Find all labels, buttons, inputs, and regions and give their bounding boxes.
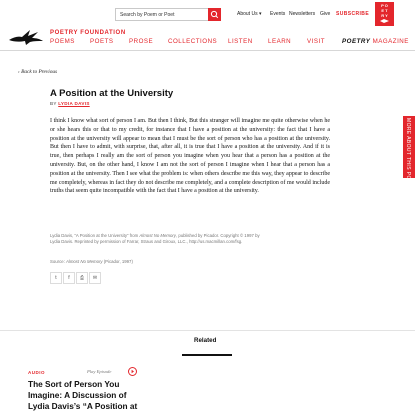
card-type-label: AUDIO: [28, 370, 45, 375]
search-button[interactable]: [208, 8, 221, 21]
poem-credits: Lydia Davis, “A Position at the University” from Almost No Memory, published by Picador. Copyright © 1997 by Lydia Davis. Reprinted by permission of Farrar, Straus and Giroux, LLC., http://us.macmillan.com/fsg.: [50, 233, 260, 244]
pegasus-logo-icon[interactable]: [8, 28, 44, 46]
events-link[interactable]: Events: [270, 11, 286, 17]
subscribe-link[interactable]: SUBSCRIBE: [336, 11, 370, 17]
nav-collections[interactable]: COLLECTIONS: [168, 38, 218, 45]
svg-text:P O: P O: [381, 3, 388, 8]
related-heading: Related: [194, 337, 217, 344]
chevron-left-icon: ‹: [18, 69, 22, 75]
play-episode-label[interactable]: Play Episode: [87, 369, 112, 374]
svg-text:E T: E T: [381, 8, 388, 13]
about-us-link[interactable]: About Us ▾: [237, 11, 262, 17]
back-link[interactable]: ‹ Back to Previous: [18, 69, 58, 75]
print-icon[interactable]: ⎙: [76, 272, 88, 284]
poem-source: Source: Almost No Memory (Picador, 1997): [50, 259, 133, 264]
play-button[interactable]: [128, 367, 137, 376]
nav-visit[interactable]: VISIT: [307, 38, 325, 45]
related-card-title[interactable]: The Sort of Person You Imagine: A Discussion of Lydia Davis’s “A Position at: [28, 379, 138, 411]
poem-body: I think I know what sort of person I am. But then I think, But this stranger will imagine me quite otherwise when he or she hears this or that to my credit, for instance that I have a position at the university: the fact that I have a position at the university will appear to mean that I must be the sort of person who has a position at the university. But then I have to admit, with surprise, that, after all, it is true that I have a position at the university. And if it is true, then perhaps I really am the sort of person you imagine when you hear that a person has a position at the university. But, on the other hand, I know I am not the sort of person I imagine when I hear that a person has a position at the university. Then I see what the problem is: when others describe me this way, they appear to describe me completely, whereas in fact they do not describe me completely, and a complete description of me would include truths that seem quite incompatible with the fact that I have a position at the university.: [50, 118, 330, 195]
search-icon: [208, 8, 221, 21]
brand-name[interactable]: POETRY FOUNDATION: [50, 30, 126, 36]
author-link[interactable]: LYDIA DAVIS: [58, 101, 90, 106]
poetry-magazine-badge[interactable]: [375, 2, 394, 26]
related-underline: [182, 354, 232, 356]
svg-text:R Y: R Y: [381, 13, 388, 18]
nav-listen[interactable]: LISTEN: [228, 38, 253, 45]
give-link[interactable]: Give: [320, 11, 331, 17]
nav-poetry-magazine[interactable]: POETRY MAGAZINE: [342, 38, 409, 45]
twitter-share-icon[interactable]: t: [50, 272, 62, 284]
facebook-share-icon[interactable]: f: [63, 272, 75, 284]
nav-prose[interactable]: PROSE: [129, 38, 154, 45]
more-about-poem-tab[interactable]: MORE ABOUT THIS POEM ▾: [403, 116, 415, 178]
email-icon[interactable]: ✉: [89, 272, 101, 284]
nav-learn[interactable]: LEARN: [268, 38, 292, 45]
newsletters-link[interactable]: Newsletters: [289, 11, 316, 17]
search-box[interactable]: [115, 8, 221, 21]
section-divider: [0, 330, 415, 331]
poetry-logo-icon: [375, 2, 394, 26]
poem-title: A Position at the University: [50, 88, 174, 99]
play-icon: [129, 368, 136, 375]
nav-poems[interactable]: POEMS: [50, 38, 75, 45]
nav-poets[interactable]: POETS: [90, 38, 114, 45]
site-header: [0, 0, 415, 51]
search-input[interactable]: [116, 9, 212, 20]
byline: BY LYDIA DAVIS: [50, 101, 90, 106]
